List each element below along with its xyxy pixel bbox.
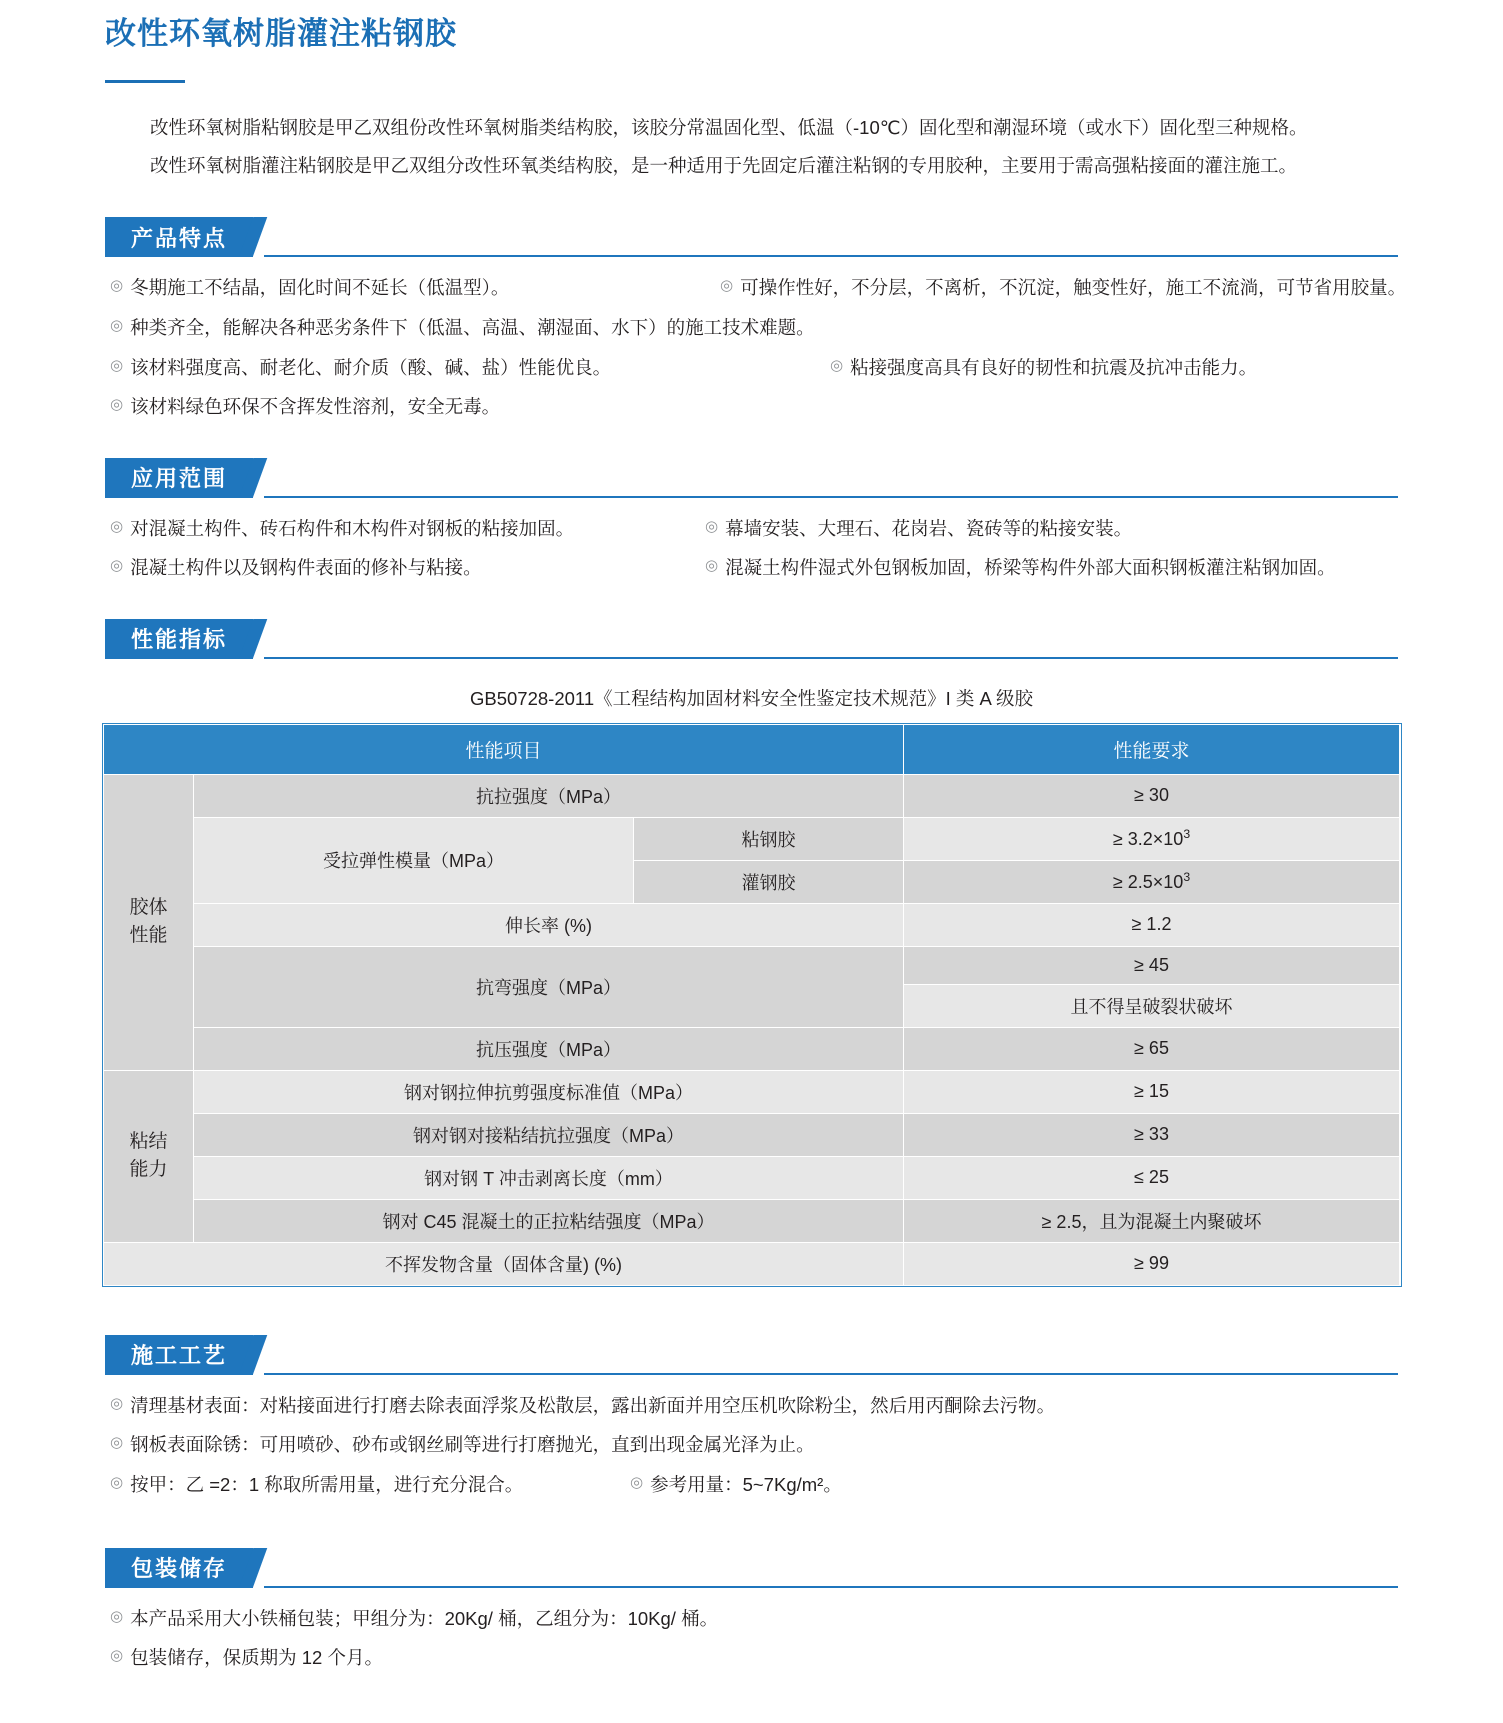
bullet-icon: ◎ (110, 277, 124, 295)
table-cell-item: 伸长率 (%) (194, 903, 904, 946)
list-row (110, 273, 1408, 303)
row-group-label-bonding: 粘结 能力 (104, 1070, 194, 1242)
bullet-icon: ◎ (110, 316, 124, 334)
table-row (104, 1113, 1400, 1156)
bullet-icon: ◎ (110, 356, 124, 374)
table-row (104, 774, 1400, 817)
table-cell-item: 抗弯强度（MPa） (194, 946, 904, 1027)
table-header-cell: 性能项目 (104, 724, 904, 774)
page-title: 改性环氧树脂灌注粘钢胶 (105, 16, 457, 51)
section-packaging (0, 1548, 1503, 1673)
table-row (104, 1199, 1400, 1242)
list-item (830, 353, 1257, 383)
section-heading-performance (105, 619, 1503, 659)
table-cell-item: 钢对钢 T 冲击剥离长度（mm） (194, 1156, 904, 1199)
list-item (630, 1470, 842, 1500)
table-header-cell: 性能要求 (904, 724, 1400, 774)
list-item (110, 1643, 383, 1673)
table-cell-value: ≥ 45 (904, 946, 1400, 984)
table-cell-value: ≥ 65 (904, 1027, 1400, 1070)
list-item (110, 353, 720, 383)
bullet-icon: ◎ (110, 1647, 124, 1665)
application-list (0, 498, 1503, 583)
section-heading-application (105, 458, 1503, 498)
table-cell-value: ≥ $3.2\times 10^3$ (904, 817, 1400, 860)
process-list (0, 1375, 1503, 1500)
bullet-icon: ◎ (630, 1474, 644, 1492)
bullet-icon: ◎ (110, 1474, 124, 1492)
table-row (104, 817, 1400, 860)
bullet-icon: ◎ (110, 557, 124, 575)
bullet-icon: ◎ (830, 356, 844, 374)
section-performance (0, 619, 1503, 1287)
table-cell-item: 钢对 C45 混凝土的正拉粘结强度（MPa） (194, 1199, 904, 1242)
table-cell-item: 抗拉强度（MPa） (194, 774, 904, 817)
list-item-text: 混凝土构件湿式外包钢板加固，桥梁等构件外部大面积钢板灌注粘钢加固。 (725, 557, 1336, 579)
list-item-text: 种类齐全，能解决各种恶劣条件下（低温、高温、潮湿面、水下）的施工技术难题。 (130, 316, 815, 338)
list-row (110, 1470, 1408, 1500)
table-row (104, 946, 1400, 984)
row-group-label-adhesive: 胶体 性能 (104, 774, 194, 1070)
performance-table-wrapper (102, 723, 1402, 1287)
list-item (110, 1391, 1055, 1421)
table-cell-value: ≥ 2.5，且为混凝土内聚破坏 (904, 1199, 1400, 1242)
list-item-text: 对混凝土构件、砖石构件和木构件对钢板的粘接加固。 (130, 517, 575, 539)
intro-paragraph-1: 改性环氧树脂粘钢胶是甲乙双组份改性环氧树脂类结构胶，该胶分常温固化型、低温（-10℃）固化型和潮湿环境（或水下）固化型三种规格。 (150, 117, 1308, 139)
table-header-row (104, 724, 1400, 774)
table-cell-item: 受拉弹性模量（MPa） (194, 817, 634, 903)
list-item-text: 包装储存，保质期为 12 个月。 (130, 1647, 383, 1669)
list-row (110, 1643, 1408, 1673)
section-heading-label: 产品特点 (105, 217, 253, 257)
section-heading-packaging (105, 1548, 1503, 1588)
section-features (0, 217, 1503, 421)
title-block (0, 0, 1503, 83)
features-list (0, 257, 1503, 421)
list-item (110, 514, 705, 544)
table-cell-item: 不挥发物含量（固体含量) (%) (104, 1242, 904, 1285)
table-cell-value: ≥ $2.5\times 10^3$ (904, 860, 1400, 903)
list-item-text: 该材料强度高、耐老化、耐介质（酸、碱、盐）性能优良。 (130, 356, 612, 378)
list-item-text: 幕墙安装、大理石、花岗岩、瓷砖等的粘接安装。 (725, 517, 1133, 539)
table-cell-value: ≤ 25 (904, 1156, 1400, 1199)
section-heading-features (105, 217, 1503, 257)
list-item (110, 1430, 815, 1460)
list-row (110, 313, 1408, 343)
bullet-icon: ◎ (110, 517, 124, 535)
section-heading-rule (264, 1586, 1398, 1588)
packaging-list (0, 1588, 1503, 1673)
table-cell-subitem: 灌钢胶 (634, 860, 904, 903)
section-heading-label: 包装储存 (105, 1548, 253, 1588)
list-item-text: 可操作性好，不分层，不离析，不沉淀，触变性好，施工不流淌，可节省用胶量。 (740, 277, 1407, 299)
table-caption: GB50728-2011《工程结构加固材料安全性鉴定技术规范》I 类 A 级胶 (470, 687, 1033, 709)
bullet-icon: ◎ (720, 277, 734, 295)
bullet-icon: ◎ (110, 1434, 124, 1452)
list-item-text: 本产品采用大小铁桶包装；甲组分为：20Kg/ 桶，乙组分为：10Kg/ 桶。 (130, 1607, 719, 1629)
table-row (104, 1242, 1400, 1285)
list-item-text: 钢板表面除锈：可用喷砂、砂布或钢丝刷等进行打磨抛光，直到出现金属光泽为止。 (130, 1434, 815, 1456)
section-heading-label: 施工工艺 (105, 1335, 253, 1375)
list-item (705, 514, 1132, 544)
list-item-text: 该材料绿色环保不含挥发性溶剂，安全无毒。 (130, 396, 501, 418)
section-heading-label: 应用范围 (105, 458, 253, 498)
section-heading-label: 性能指标 (105, 619, 253, 659)
table-cell-value: 且不得呈破裂状破坏 (904, 984, 1400, 1027)
section-heading-rule (264, 1373, 1398, 1375)
bullet-icon: ◎ (705, 517, 719, 535)
bullet-icon: ◎ (110, 396, 124, 414)
list-item-text: 粘接强度高具有良好的韧性和抗震及抗冲击能力。 (850, 356, 1258, 378)
table-row (104, 1027, 1400, 1070)
list-item (110, 1470, 630, 1500)
list-item (110, 1604, 718, 1634)
list-row (110, 1604, 1408, 1634)
table-row (104, 903, 1400, 946)
bullet-icon: ◎ (705, 557, 719, 575)
table-cell-value: ≥ 30 (904, 774, 1400, 817)
list-row (110, 514, 1408, 544)
table-row (104, 1070, 1400, 1113)
list-item (110, 313, 815, 343)
section-heading-process (105, 1335, 1503, 1375)
list-item (110, 392, 500, 422)
table-cell-value: ≥ 99 (904, 1242, 1400, 1285)
list-row (110, 553, 1408, 583)
section-heading-rule (264, 657, 1398, 659)
list-row (110, 1430, 1408, 1460)
table-cell-item: 抗压强度（MPa） (194, 1027, 904, 1070)
table-row (104, 1156, 1400, 1199)
table-cell-value: ≥ 15 (904, 1070, 1400, 1113)
performance-table (103, 724, 1400, 1286)
table-cell-value: ≥ 33 (904, 1113, 1400, 1156)
intro-paragraph-2: 改性环氧树脂灌注粘钢胶是甲乙双组分改性环氧类结构胶，是一种适用于先固定后灌注粘钢的专用胶种，主要用于需高强粘接面的灌注施工。 (150, 154, 1298, 176)
bullet-icon: ◎ (110, 1394, 124, 1412)
list-row (110, 353, 1408, 383)
section-heading-rule (264, 496, 1398, 498)
list-item (705, 553, 1336, 583)
list-item (720, 273, 1406, 303)
section-process (0, 1335, 1503, 1500)
list-item (110, 553, 705, 583)
list-row (110, 1391, 1408, 1421)
list-item-text: 混凝土构件以及钢构件表面的修补与粘接。 (130, 557, 482, 579)
intro-paragraphs (0, 83, 1503, 181)
table-cell-item: 钢对钢对接粘结抗拉强度（MPa） (194, 1113, 904, 1156)
list-item (110, 273, 720, 303)
bullet-icon: ◎ (110, 1607, 124, 1625)
section-application (0, 458, 1503, 583)
list-item-text: 冬期施工不结晶，固化时间不延长（低温型）。 (130, 277, 510, 299)
table-cell-value: ≥ 1.2 (904, 903, 1400, 946)
list-item-text: 按甲：乙 =2：1 称取所需用量，进行充分混合。 (130, 1474, 524, 1496)
list-item-text: 参考用量：5~7Kg/m²。 (650, 1474, 842, 1496)
list-row (110, 392, 1408, 422)
table-cell-item: 钢对钢拉伸抗剪强度标准值（MPa） (194, 1070, 904, 1113)
list-item-text: 清理基材表面：对粘接面进行打磨去除表面浮浆及松散层，露出新面并用空压机吹除粉尘，然后用丙酮除去污物。 (130, 1394, 1056, 1416)
section-heading-rule (264, 255, 1398, 257)
table-cell-subitem: 粘钢胶 (634, 817, 904, 860)
